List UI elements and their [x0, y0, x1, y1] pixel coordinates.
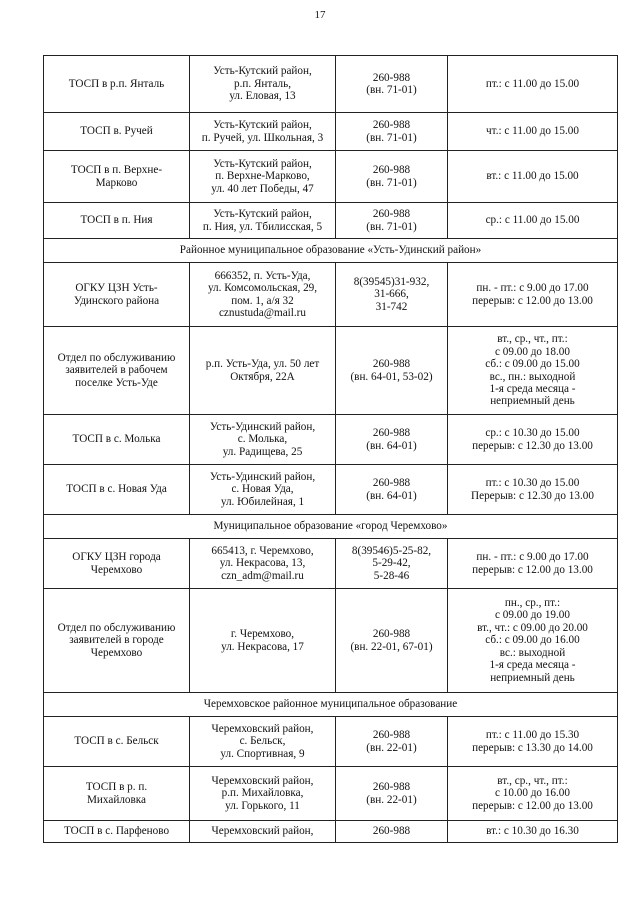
phone-cell	[336, 589, 448, 693]
hours-cell-line: Перерыв: с 12.30 до 13.00	[471, 489, 594, 502]
office-name-cell-line: ТОСП в п. Ния	[80, 214, 153, 227]
phone-cell-line: 5-29-42,	[372, 557, 411, 570]
address-cell-line: czn_adm@mail.ru	[221, 569, 304, 582]
phone-cell-line: 260-988	[372, 477, 411, 490]
office-name-cell	[44, 263, 190, 327]
office-name-cell-line: Удинского района	[73, 294, 160, 307]
phone-cell	[336, 263, 448, 327]
address-cell	[190, 767, 336, 821]
office-name-cell-line: заявителей в городе	[69, 634, 164, 647]
hours-cell-line: вт., ср., чт., пт.:	[497, 333, 568, 346]
table-row	[44, 821, 618, 843]
hours-cell-line: пт.: с 11.00 до 15.30	[485, 729, 580, 742]
phone-cell-line: 260-988	[372, 208, 411, 221]
hours-cell	[448, 151, 618, 203]
address-cell-line: Черемховский район,	[211, 722, 314, 735]
table-row	[44, 151, 618, 203]
hours-cell-line: вт., чт.: с 09.00 до 20.00	[477, 621, 588, 634]
address-cell	[190, 821, 336, 843]
hours-cell-line: пн. - пт.: с 9.00 до 17.00	[476, 282, 589, 295]
office-name-cell-line: ТОСП в с. Молька	[72, 433, 161, 446]
address-cell	[190, 465, 336, 515]
office-name-cell	[44, 539, 190, 589]
hours-cell-line: чт.: с 11.00 до 15.00	[486, 125, 579, 138]
address-cell-line: ул. Радищева, 25	[222, 445, 303, 458]
hours-cell-line: неприемный день	[490, 395, 575, 408]
offices-table	[43, 55, 618, 843]
phone-cell	[336, 56, 448, 113]
address-cell-line: Октября, 22А	[230, 370, 295, 383]
office-name-cell-line: ТОСП в р.п. Янталь	[68, 77, 165, 90]
section-title: Черемховское районное муниципальное образование	[44, 693, 618, 717]
address-cell-line: с. Молька,	[237, 433, 288, 446]
phone-cell-line: 260-988	[372, 164, 411, 177]
hours-cell-line: вт., ср., чт., пт.:	[497, 774, 568, 787]
hours-cell-line: ср.: с 10.30 до 15.00	[485, 427, 580, 440]
hours-cell-line: вт.: с 11.00 до 15.00	[486, 170, 579, 183]
office-name-cell-line: ТОСП в с. Бельск	[74, 735, 159, 748]
address-cell-line: г. Черемхово,	[230, 628, 295, 641]
phone-cell-line: (вн. 64-01)	[366, 489, 417, 502]
hours-cell	[448, 113, 618, 151]
office-name-cell-line: Черемхово	[90, 563, 143, 576]
hours-cell	[448, 203, 618, 239]
table-row	[44, 56, 618, 113]
address-cell-line: п. Ручей, ул. Школьная, 3	[201, 131, 324, 144]
hours-cell-line: вс.: выходной	[499, 646, 566, 659]
section-header-row	[44, 239, 618, 263]
phone-cell-line: 260-988	[372, 825, 411, 838]
office-name-cell-line: Отдел по обслуживанию	[57, 621, 176, 634]
address-cell-line: ул. Еловая, 13	[229, 90, 296, 103]
address-cell-line: Усть-Удинский район,	[209, 420, 316, 433]
office-name-cell-line: ТОСП в с. Парфеново	[63, 825, 170, 838]
office-name-cell	[44, 327, 190, 415]
address-cell	[190, 539, 336, 589]
office-name-cell-line: Черемхово	[90, 646, 143, 659]
phone-cell-line: 260-988	[372, 729, 411, 742]
address-cell-line: ул. 40 лет Победы, 47	[211, 182, 314, 195]
phone-cell	[336, 113, 448, 151]
hours-cell-line: пт.: с 10.30 до 15.00	[485, 477, 580, 490]
address-cell-line: р.п. Усть-Уда, ул. 50 лет	[205, 358, 320, 371]
address-cell	[190, 113, 336, 151]
address-cell-line: ул. Горького, 11	[225, 799, 300, 812]
office-name-cell-line: ОГКУ ЦЗН Усть-	[75, 282, 158, 295]
office-name-cell-line: Марково	[95, 176, 138, 189]
hours-cell-line: перерыв: с 12.30 до 13.00	[472, 439, 593, 452]
table-row	[44, 465, 618, 515]
office-name-cell	[44, 203, 190, 239]
section-title: Муниципальное образование «город Черемхово»	[44, 515, 618, 539]
office-name-cell	[44, 717, 190, 767]
office-name-cell-line: поселке Усть-Уде	[75, 376, 158, 389]
office-name-cell-line: Михайловка	[86, 793, 147, 806]
table-row	[44, 717, 618, 767]
section-header-row	[44, 693, 618, 717]
address-cell-line: cznustuda@mail.ru	[218, 306, 307, 319]
office-name-cell-line: ТОСП в. Ручей	[80, 125, 153, 138]
office-name-cell	[44, 151, 190, 203]
phone-cell	[336, 327, 448, 415]
phone-cell	[336, 415, 448, 465]
hours-cell-line: пн., ср., пт.:	[504, 597, 561, 610]
address-cell-line: Усть-Кутский район,	[213, 208, 312, 221]
hours-cell-line: с 09.00 до 18.00	[495, 345, 570, 358]
phone-cell	[336, 465, 448, 515]
address-cell-line: ул. Комсомольская, 29,	[207, 282, 318, 295]
table-row	[44, 263, 618, 327]
table-row	[44, 327, 618, 415]
address-cell	[190, 263, 336, 327]
phone-cell-line: 260-988	[372, 119, 411, 132]
table-row	[44, 539, 618, 589]
phone-cell-line: 260-988	[372, 781, 411, 794]
address-cell-line: 665413, г. Черемхово,	[211, 544, 314, 557]
hours-cell-line: 1-я среда месяца -	[489, 659, 576, 672]
phone-cell	[336, 821, 448, 843]
office-name-cell	[44, 589, 190, 693]
phone-cell-line: 31-666,	[374, 288, 409, 301]
address-cell	[190, 717, 336, 767]
address-cell-line: ул. Некрасова, 17	[221, 640, 304, 653]
hours-cell-line: сб.: с 09.00 до 15.00	[485, 358, 580, 371]
section-header-row	[44, 515, 618, 539]
address-cell-line: Усть-Кутский район,	[213, 65, 312, 78]
phone-cell-line: (вн. 22-01, 67-01)	[350, 640, 433, 653]
address-cell	[190, 203, 336, 239]
phone-cell	[336, 203, 448, 239]
office-name-cell	[44, 767, 190, 821]
hours-cell	[448, 717, 618, 767]
hours-cell	[448, 539, 618, 589]
hours-cell-line: перерыв: с 12.00 до 13.00	[472, 294, 593, 307]
phone-cell	[336, 767, 448, 821]
table-row	[44, 203, 618, 239]
phone-cell	[336, 717, 448, 767]
table-row	[44, 589, 618, 693]
address-cell-line: пом. 1, а/я 32	[231, 294, 294, 307]
hours-cell-line: сб.: с 09.00 до 16.00	[485, 634, 580, 647]
address-cell-line: ул. Юбилейная, 1	[220, 495, 305, 508]
hours-cell-line: вс., пн.: выходной	[489, 370, 576, 383]
address-cell-line: п. Ния, ул. Тбилисская, 5	[202, 220, 323, 233]
address-cell-line: с. Новая Уда,	[231, 483, 294, 496]
phone-cell	[336, 539, 448, 589]
hours-cell	[448, 415, 618, 465]
address-cell	[190, 327, 336, 415]
address-cell-line: Усть-Удинский район,	[209, 470, 316, 483]
table-row	[44, 415, 618, 465]
address-cell-line: Черемховский район,	[211, 774, 314, 787]
office-name-cell	[44, 113, 190, 151]
address-cell-line: с. Бельск,	[239, 735, 286, 748]
address-cell-line: п. Верхне-Марково,	[215, 170, 310, 183]
phone-cell-line: (вн. 64-01)	[366, 439, 417, 452]
address-cell-line: Усть-Кутский район,	[213, 119, 312, 132]
hours-cell-line: перерыв: с 12.00 до 13.00	[472, 799, 593, 812]
hours-cell-line: с 10.00 до 16.00	[495, 787, 570, 800]
address-cell	[190, 415, 336, 465]
hours-cell-line: 1-я среда месяца -	[489, 382, 576, 395]
address-cell	[190, 151, 336, 203]
phone-cell-line: 260-988	[372, 71, 411, 84]
phone-cell-line: 5-28-46	[373, 569, 410, 582]
address-cell-line: ул. Спортивная, 9	[220, 747, 305, 760]
phone-cell-line: (вн. 22-01)	[366, 793, 417, 806]
address-cell-line: Усть-Кутский район,	[213, 157, 312, 170]
hours-cell-line: неприемный день	[490, 671, 575, 684]
phone-cell-line: 260-988	[372, 628, 411, 641]
office-name-cell-line: заявителей в рабочем	[65, 364, 168, 377]
hours-cell	[448, 56, 618, 113]
address-cell-line: Черемховский район,	[211, 825, 314, 838]
phone-cell-line: 8(39545)31-932,	[353, 275, 430, 288]
hours-cell-line: вт.: с 10.30 до 16.30	[486, 825, 579, 838]
hours-cell	[448, 327, 618, 415]
address-cell	[190, 589, 336, 693]
hours-cell	[448, 465, 618, 515]
office-name-cell	[44, 821, 190, 843]
hours-cell	[448, 589, 618, 693]
office-name-cell-line: Отдел по обслуживанию	[57, 351, 176, 364]
hours-cell	[448, 821, 618, 843]
hours-cell-line: пт.: с 11.00 до 15.00	[485, 77, 580, 90]
phone-cell	[336, 151, 448, 203]
phone-cell-line: (вн. 71-01)	[366, 176, 417, 189]
phone-cell-line: (вн. 71-01)	[366, 84, 417, 96]
hours-cell-line: перерыв: с 12.00 до 13.00	[472, 563, 593, 576]
phone-cell-line: (вн. 71-01)	[366, 220, 417, 233]
address-cell-line: р.п. Янталь,	[234, 77, 291, 90]
office-name-cell	[44, 415, 190, 465]
address-cell-line: р.п. Михайловка,	[221, 787, 304, 800]
phone-cell-line: (вн. 64-01, 53-02)	[350, 370, 433, 383]
office-name-cell-line: ТОСП в с. Новая Уда	[66, 483, 167, 496]
hours-cell-line: ср.: с 11.00 до 15.00	[485, 214, 580, 227]
address-cell-line: 666352, п. Усть-Уда,	[214, 269, 311, 282]
office-name-cell-line: ТОСП в п. Верхне-	[70, 164, 163, 177]
address-cell-line: ул. Некрасова, 13,	[219, 557, 306, 570]
phone-cell-line: 260-988	[372, 358, 411, 371]
section-title: Районное муниципальное образование «Усть-Удинский район»	[44, 239, 618, 263]
phone-cell-line: (вн. 22-01)	[366, 741, 417, 754]
table-row	[44, 113, 618, 151]
phone-cell-line: 31-742	[375, 300, 408, 313]
hours-cell	[448, 767, 618, 821]
office-name-cell	[44, 465, 190, 515]
office-name-cell-line: ТОСП в р. п.	[85, 781, 148, 794]
office-name-cell-line: ОГКУ ЦЗН города	[72, 551, 161, 564]
hours-cell-line: пн. - пт.: с 9.00 до 17.00	[476, 551, 589, 564]
table-row	[44, 767, 618, 821]
phone-cell-line: (вн. 71-01)	[366, 131, 417, 144]
phone-cell-line: 260-988	[372, 427, 411, 440]
address-cell	[190, 56, 336, 113]
page-number: 17	[314, 9, 326, 21]
hours-cell	[448, 263, 618, 327]
phone-cell-line: 8(39546)5-25-82,	[351, 544, 432, 557]
hours-cell-line: с 09.00 до 19.00	[495, 609, 570, 622]
hours-cell-line: перерыв: с 13.30 до 14.00	[472, 741, 593, 754]
office-name-cell	[44, 56, 190, 113]
